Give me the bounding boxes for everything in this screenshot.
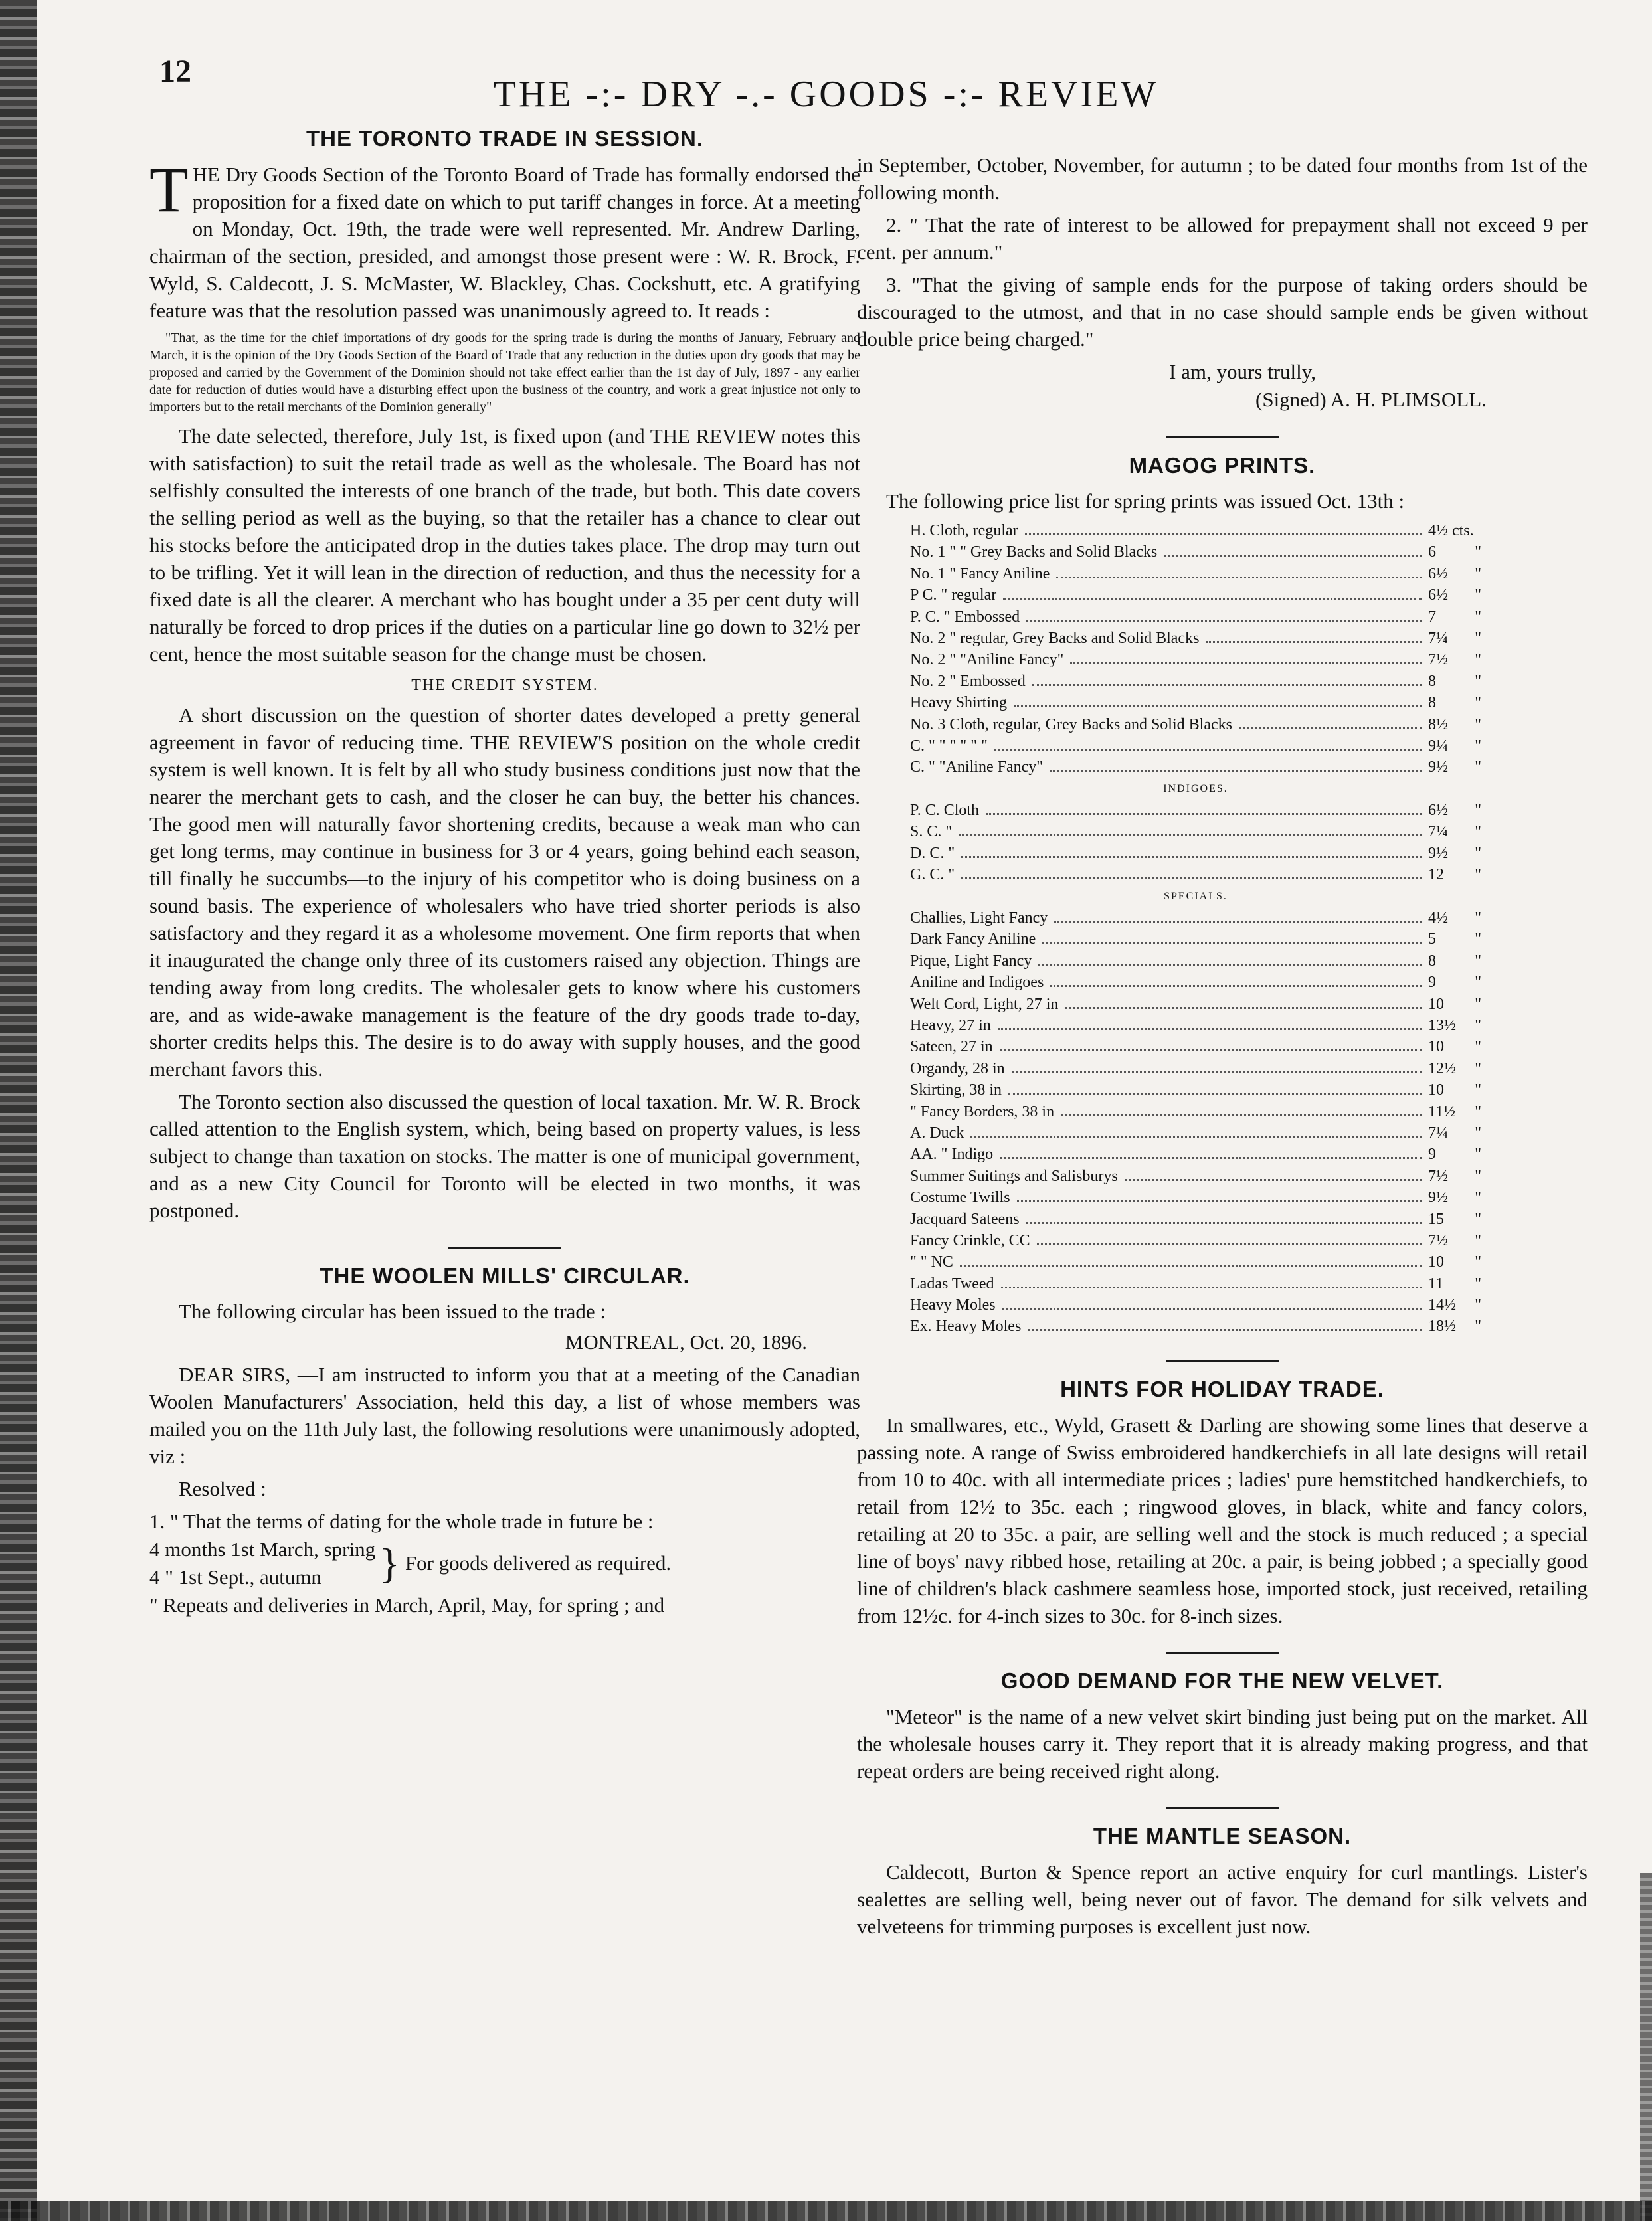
price-row-ditto: " (1475, 608, 1481, 626)
price-row (910, 563, 1481, 584)
price-row (910, 628, 1481, 649)
price-row-amount: 6½ (1428, 565, 1448, 582)
price-row-ditto: " (1475, 1167, 1481, 1185)
price-row-ditto: " (1475, 802, 1481, 820)
price-row (910, 1230, 1481, 1251)
price-row-amount: 12 (1428, 866, 1444, 884)
woolen-resolved: Resolved : (179, 1477, 266, 1500)
velvet-article (857, 1668, 1588, 1785)
price-row-leader-dots (1125, 1179, 1422, 1181)
toronto-paragraph-3: A short discussion on the question of shorter dates developed a pretty general agreement in favor of reducing time. THE REVIEW'S position on the whole credit system is well known. It is felt by all who study business conditions just now that the nearer the merchant gets to cash, and the closer he can buy, the better his chances. The good men will naturally favor shortening credits, because a weak man who can get long terms, may continue in business for 3 or 4 years, going behind each season, till finally he succumbs—to the injury of his competitor who is doing business on a sound basis. The experience of wholesalers who have tried shorter periods is also satisfactory and they regard it as a wholesome movement. One firm reports that when it inaugurated the change only three of its customers raised any objection. Things are tending away from long credits. The wholesaler gets to know where his customers are, and as wide-awake management is the feature of the dry goods trade to-day, shorter credits helps this. The desire is to do away with supply houses, and the good merchant favors this. (149, 703, 860, 1081)
price-row-ditto: " (1475, 844, 1481, 862)
price-row-amount: 11 (1428, 1275, 1444, 1292)
price-row-amount: 15 (1428, 1210, 1444, 1228)
price-row-label: Organdy, 28 in (910, 1059, 1005, 1077)
price-row-value (1428, 1036, 1481, 1057)
price-row-ditto: " (1475, 1059, 1481, 1077)
price-row (910, 864, 1481, 885)
price-row-amount: 7 (1428, 608, 1436, 626)
price-row-amount: 9¼ (1428, 737, 1448, 755)
price-row-amount: 9½ (1428, 1189, 1448, 1207)
price-row (910, 1015, 1481, 1036)
price-row-amount: 4½ cts. (1428, 522, 1474, 539)
drop-cap: T (149, 154, 189, 225)
price-row-value (1428, 1187, 1481, 1208)
toronto-resolution-quote: "That, as the time for the chief importations of dry goods for the spring trade is during the months of January, February and March, it is the opinion of the Dry Goods Section of the Board of Trade that any reduction in the duties upon dry goods that may be proposed and carried by the Government of the Dominion should not take effect earlier than the 1st day of July, 1897 - any earlier date for reduction of duties would have a disturbing effect upon the business of the country, and work a great injustice not only to importers but to the retail merchants of the Dominion generally" (149, 331, 860, 414)
price-row-amount: 7½ (1428, 651, 1448, 669)
price-row (910, 1166, 1481, 1187)
price-row-value (1428, 800, 1481, 821)
price-row-leader-dots (1003, 598, 1422, 600)
price-row-amount: 7¼ (1428, 823, 1448, 841)
price-row-amount: 14½ (1428, 1296, 1456, 1314)
price-row-value (1428, 821, 1481, 842)
price-row-leader-dots (1056, 577, 1422, 578)
price-row-ditto: " (1475, 1103, 1481, 1120)
price-row-label: Heavy Moles (910, 1296, 996, 1314)
price-row-ditto: " (1475, 1231, 1481, 1249)
toronto-article-title: THE TORONTO TRADE IN SESSION. (306, 126, 703, 151)
price-row-amount: 7¼ (1428, 1124, 1448, 1142)
price-group-specials (910, 907, 1481, 1338)
price-row-amount: 6½ (1428, 802, 1448, 820)
magog-intro: The following price list for spring prints was issued Oct. 13th : (886, 489, 1405, 513)
price-row-label: D. C. " (910, 844, 955, 862)
price-row-ditto: " (1475, 931, 1481, 948)
resolution-2: 2. " That the rate of interest to be allowed for prepayment shall not exceed 9 per cent. per annum." (857, 213, 1588, 264)
price-row-leader-dots (1065, 1007, 1422, 1009)
price-row-leader-dots (986, 813, 1422, 815)
price-row-value (1428, 1101, 1481, 1122)
price-row-ditto: " (1475, 1124, 1481, 1142)
price-row-leader-dots (1001, 1287, 1422, 1288)
price-row-leader-dots (1017, 1200, 1422, 1202)
price-row (910, 714, 1481, 735)
price-row-ditto: " (1475, 737, 1481, 755)
price-row-value (1428, 1251, 1481, 1273)
price-row-value (1428, 692, 1481, 713)
signoff (857, 358, 1588, 414)
price-row-leader-dots (1026, 1222, 1422, 1224)
toronto-paragraph-1-text: HE Dry Goods Section of the Toronto Board of Trade has formally endorsed the proposition for a fixed date on which to put tariff changes in force. At a meeting on Monday, Oct. 19th, the trade were well represented. Mr. Andrew Darling, chairman of the section, presided, and amongst those present were : W. R. Brock, F. Wyld, S. Caldecott, J. S. McMaster, W. Blackley, Chas. Cockshutt, etc. A gratifying feature was that the resolution passed was unanimously agreed to. It reads : (149, 163, 860, 322)
price-row-value (1428, 972, 1481, 993)
price-row-leader-dots (1050, 770, 1422, 772)
price-row-ditto: " (1475, 1253, 1481, 1271)
price-row-amount: 10 (1428, 1253, 1444, 1271)
price-row (910, 907, 1481, 929)
price-row (910, 756, 1481, 778)
price-row (910, 584, 1481, 606)
price-row-leader-dots (1050, 985, 1422, 987)
price-row (910, 1251, 1481, 1273)
terms-note: For goods delivered as required. (405, 1552, 672, 1575)
magog-article (857, 453, 1588, 1338)
price-row-amount: 10 (1428, 1081, 1444, 1099)
price-group-specials-heading: SPECIALS. (1164, 890, 1228, 902)
terms-spring: 4 months 1st March, spring (149, 1538, 376, 1561)
price-row-value (1428, 907, 1481, 929)
velvet-article-title: GOOD DEMAND FOR THE NEW VELVET. (1000, 1668, 1444, 1693)
price-row-ditto: " (1475, 1146, 1481, 1164)
price-row-ditto: " (1475, 1296, 1481, 1314)
woolen-terms (149, 1508, 860, 1619)
toronto-article (149, 126, 860, 1224)
price-row-label: No. 2 " Embossed (910, 672, 1026, 690)
price-row-amount: 8 (1428, 952, 1436, 970)
price-row-amount: 5 (1428, 931, 1436, 948)
price-row-value (1428, 541, 1481, 563)
price-row-value (1428, 735, 1481, 756)
price-list (910, 520, 1481, 1338)
price-row-ditto: " (1475, 1210, 1481, 1228)
terms-autumn: 4 " 1st Sept., autumn (149, 1565, 321, 1589)
price-row-leader-dots (1028, 1329, 1422, 1331)
price-row-label: Dark Fancy Aniline (910, 931, 1036, 948)
price-row-ditto: " (1475, 565, 1481, 582)
price-row-value (1428, 1058, 1481, 1079)
woolen-dateline: MONTREAL, Oct. 20, 1896. (565, 1330, 807, 1354)
price-row (910, 1187, 1481, 1208)
woolen-article (149, 1263, 860, 1619)
price-row-amount: 7¼ (1428, 629, 1448, 647)
price-row-value (1428, 606, 1481, 628)
toronto-paragraph-4: The Toronto section also discussed the question of local taxation. Mr. W. R. Brock called attention to the English system, which, being based on property values, is less subject to change than taxation on stocks. The matter is one of municipal government, and as a new City Council for Toronto will be elected in two months, it was postponed. (149, 1090, 860, 1222)
price-row-amount: 11½ (1428, 1103, 1456, 1120)
velvet-paragraph: "Meteor" is the name of a new velvet skirt binding just being put on the market. All the wholesale houses carry it. They report that it is already making progress, and that repeat orders are being received right along. (857, 1704, 1588, 1783)
price-row-ditto: " (1475, 823, 1481, 841)
woolen-intro: The following circular has been issued to the trade : (179, 1300, 606, 1323)
price-row (910, 606, 1481, 628)
price-row-label: A. Duck (910, 1124, 964, 1142)
price-row (910, 649, 1481, 670)
price-row-value (1428, 1122, 1481, 1144)
price-row-label: S. C. " (910, 823, 953, 841)
price-row-value (1428, 756, 1481, 778)
price-row-value (1428, 1209, 1481, 1230)
price-row-amount: 4½ (1428, 909, 1448, 927)
price-row-ditto: " (1475, 952, 1481, 970)
price-row-value (1428, 929, 1481, 950)
resolution-1: 1. " That the terms of dating for the whole trade in future be : (149, 1510, 654, 1533)
price-row-value (1428, 628, 1481, 649)
price-row-ditto: " (1475, 715, 1481, 733)
woolen-continuation: in September, October, November, for autumn ; to be dated four months from 1st of the following month. (857, 153, 1588, 204)
mantle-article (857, 1824, 1588, 1940)
price-row-label: C. " " " " " " (910, 737, 988, 755)
price-row-leader-dots (1000, 1157, 1422, 1159)
price-row-label: No. 2 " "Aniline Fancy" (910, 651, 1064, 669)
masthead: THE -:- DRY -.- GOODS -:- REVIEW (493, 74, 1159, 115)
price-row-value (1428, 950, 1481, 972)
price-row (910, 994, 1481, 1015)
price-row-amount: 8 (1428, 694, 1436, 712)
price-row-amount: 6½ (1428, 586, 1448, 604)
price-row-ditto: " (1475, 543, 1481, 561)
price-row-ditto: " (1475, 1189, 1481, 1207)
price-row-label: Ex. Heavy Moles (910, 1318, 1022, 1336)
price-row-ditto: " (1475, 758, 1481, 776)
holiday-paragraph: In smallwares, etc., Wyld, Grasett & Darling are showing some lines that deserve a passing note. A range of Swiss embroidered handkerchiefs in all late designs will retail from 10 to 40c. with all intermediate prices ; ladies' pure hemstitched handkerchiefs, to retail from 12½ to 35c. each ; ringwood gloves, in black, white and fancy colors, retailing at 20 to 35c. a pair, are selling well and the stock is much reduced ; a special line of boys' navy ribbed hose, retailing at 20c. a pair, is being jobbed ; a specially good line of children's black cashmere seamless hose, imported stock, just received, retailing from 12½c. for 4-inch sizes to 30c. for 8-inch sizes. (857, 1413, 1588, 1627)
signoff-line-1: I am, yours trully, (1169, 360, 1316, 383)
price-row-ditto: " (1475, 974, 1481, 992)
price-row-leader-dots (1014, 705, 1422, 707)
price-row (910, 692, 1481, 713)
brace-glyph: } (379, 1540, 400, 1587)
signoff-line-2: (Signed) A. H. PLIMSOLL. (1255, 388, 1487, 411)
price-row-ditto: " (1475, 651, 1481, 669)
price-row-label: Aniline and Indigoes (910, 974, 1044, 992)
section-divider (1166, 1360, 1279, 1362)
price-row-value (1428, 864, 1481, 885)
price-row-value (1428, 1273, 1481, 1294)
price-row-leader-dots (1032, 684, 1422, 686)
price-row (910, 1036, 1481, 1057)
mantle-paragraph: Caldecott, Burton & Spence report an active enquiry for curl mantlings. Lister's sealettes are selling well, being never out of favor. The demand for silk velvets and velveteens for trimming purposes is excellent just now. (857, 1860, 1588, 1938)
price-row (910, 541, 1481, 563)
section-divider (1166, 1652, 1279, 1654)
price-row-label: C. " "Aniline Fancy" (910, 758, 1044, 776)
price-row-value (1428, 520, 1481, 541)
price-row-label: No. 2 " regular, Grey Backs and Solid Blacks (910, 629, 1200, 647)
section-divider (1166, 436, 1279, 438)
price-row-label: H. Cloth, regular (910, 522, 1018, 539)
price-row (910, 1079, 1481, 1101)
price-row-label: " " NC (910, 1253, 953, 1271)
terms-block (149, 1536, 860, 1591)
price-row-amount: 10 (1428, 1038, 1444, 1056)
price-row-amount: 8 (1428, 672, 1436, 690)
price-row-label: P. C. Cloth (910, 802, 980, 820)
price-row (910, 821, 1481, 842)
price-row (910, 520, 1481, 541)
price-row-leader-dots (1239, 727, 1422, 729)
price-row-label: Sateen, 27 in (910, 1038, 993, 1056)
price-row-label: Costume Twills (910, 1189, 1010, 1207)
resolution-1-repeats: " Repeats and deliveries in March, April, May, for spring ; and (149, 1593, 665, 1617)
price-row-leader-dots (994, 749, 1422, 751)
price-row-ditto: " (1475, 672, 1481, 690)
price-row-label: Heavy Shirting (910, 694, 1007, 712)
price-row-value (1428, 1015, 1481, 1036)
price-row (910, 1273, 1481, 1294)
price-row-ditto: " (1475, 1016, 1481, 1034)
resolution-3: 3. "That the giving of sample ends for the purpose of taking orders should be discouraged to the utmost, and that in no case should sample ends be given without double price being charged." (857, 273, 1588, 351)
price-row-label: Welt Cord, Light, 27 in (910, 995, 1059, 1013)
terms-lines (149, 1536, 375, 1591)
price-row (910, 735, 1481, 756)
price-row-ditto: " (1475, 1318, 1481, 1336)
price-row-label: No. 1 " " Grey Backs and Solid Blacks (910, 543, 1158, 561)
price-row-leader-dots (1054, 921, 1422, 923)
price-row-ditto: " (1475, 995, 1481, 1013)
price-row-label: P C. " regular (910, 586, 997, 604)
price-row-ditto: " (1475, 694, 1481, 712)
price-row-label: Challies, Light Fancy (910, 909, 1048, 927)
price-row (910, 1101, 1481, 1122)
price-row (910, 1209, 1481, 1230)
price-row-ditto: " (1475, 586, 1481, 604)
price-row-label: Fancy Crinkle, CC (910, 1231, 1030, 1249)
woolen-article-title: THE WOOLEN MILLS' CIRCULAR. (320, 1263, 690, 1288)
price-row-leader-dots (1061, 1114, 1422, 1116)
section-divider (1166, 1807, 1279, 1809)
price-row-amount: 9½ (1428, 758, 1448, 776)
price-row-value (1428, 1230, 1481, 1251)
price-row-leader-dots (1042, 942, 1422, 944)
magog-article-title: MAGOG PRINTS. (1129, 453, 1316, 478)
price-row-value (1428, 1316, 1481, 1337)
price-row-ditto: " (1475, 1275, 1481, 1292)
price-row-leader-dots (1008, 1093, 1422, 1095)
price-row-value (1428, 1166, 1481, 1187)
price-row-leader-dots (1012, 1071, 1422, 1073)
price-row-amount: 10 (1428, 995, 1444, 1013)
price-row-label: Pique, Light Fancy (910, 952, 1032, 970)
price-row-label: No. 3 Cloth, regular, Grey Backs and Solid Blacks (910, 715, 1232, 733)
price-row-label: Heavy, 27 in (910, 1016, 991, 1034)
page-bottom-edge (0, 2201, 1652, 2221)
woolen-article-continued (857, 151, 1588, 414)
price-row-label: AA. " Indigo (910, 1146, 994, 1164)
price-row-amount: 8½ (1428, 715, 1448, 733)
price-row-amount: 9 (1428, 1146, 1436, 1164)
price-row (910, 972, 1481, 993)
price-group-cloths (910, 520, 1481, 778)
section-divider (448, 1247, 561, 1249)
price-row-label: No. 1 " Fancy Aniline (910, 565, 1050, 582)
holiday-article (857, 1377, 1588, 1629)
price-row-leader-dots (960, 1265, 1422, 1267)
price-row-label: Skirting, 38 in (910, 1081, 1002, 1099)
price-row-value (1428, 649, 1481, 670)
price-row (910, 1316, 1481, 1337)
price-group-indigoes-heading: INDIGOES. (1163, 782, 1228, 794)
price-row-ditto: " (1475, 1081, 1481, 1099)
price-row-leader-dots (970, 1136, 1422, 1138)
price-row-label: Ladas Tweed (910, 1275, 994, 1292)
price-row-value (1428, 994, 1481, 1015)
price-row-amount: 12½ (1428, 1059, 1456, 1077)
price-row-amount: 7½ (1428, 1167, 1448, 1185)
price-row (910, 1144, 1481, 1165)
left-column (149, 126, 860, 1619)
price-row-amount: 6 (1428, 543, 1436, 561)
toronto-paragraph-2: The date selected, therefore, July 1st, is fixed upon (and THE REVIEW notes this with satisfaction) to suit the retail trade as well as the wholesale. The Board has not selfishly consulted the interests of one branch of the trade, but both. This date covers the selling period as well as the buying, so that the retailer has a chance to clear out his stocks before the anticipated drop in the duties takes place. The drop may turn out to be trifling. Yet it will lean in the direction of reduction, and thus the necessity for a fixed date is all the clearer. A merchant who has bought under a 35 per cent duty will naturally be forced to drop prices if the duties on a particular line go down to 32½ per cent, hence the most suitable season for the change must be chosen. (149, 424, 860, 666)
price-row-ditto: " (1475, 866, 1481, 884)
price-row-leader-dots (1164, 555, 1422, 557)
price-row (910, 1058, 1481, 1079)
page-number: 12 (159, 54, 191, 89)
price-row-amount: 9 (1428, 974, 1436, 992)
price-row (910, 671, 1481, 692)
price-row-value (1428, 584, 1481, 606)
holiday-article-title: HINTS FOR HOLIDAY TRADE. (1060, 1376, 1384, 1401)
price-row-value (1428, 671, 1481, 692)
price-row-leader-dots (961, 877, 1422, 879)
price-row-leader-dots (1037, 1243, 1422, 1245)
page-edge-right (1640, 1873, 1652, 2221)
price-row-amount: 13½ (1428, 1016, 1456, 1034)
price-row-leader-dots (1038, 964, 1422, 966)
price-row-leader-dots (959, 834, 1422, 836)
price-row-leader-dots (1026, 620, 1422, 622)
price-row-label: G. C. " (910, 866, 955, 884)
price-row-leader-dots (961, 856, 1422, 858)
price-row-ditto: " (1475, 1038, 1481, 1056)
price-row-ditto: " (1475, 629, 1481, 647)
price-row-value (1428, 563, 1481, 584)
price-row-leader-dots (998, 1028, 1422, 1030)
price-row-leader-dots (1206, 641, 1422, 643)
price-row-label: " Fancy Borders, 38 in (910, 1103, 1055, 1120)
price-row-value (1428, 1144, 1481, 1165)
price-row-value (1428, 1294, 1481, 1316)
price-row-amount: 18½ (1428, 1318, 1456, 1336)
page-binding-edge (0, 0, 37, 2221)
price-row-value (1428, 714, 1481, 735)
price-row-label: Summer Suitings and Salisburys (910, 1167, 1118, 1185)
price-row-amount: 7½ (1428, 1231, 1448, 1249)
price-row-leader-dots (1000, 1049, 1422, 1051)
price-row-ditto: " (1475, 909, 1481, 927)
toronto-paragraph-1 (149, 154, 860, 324)
price-row (910, 800, 1481, 821)
price-row (910, 1294, 1481, 1316)
price-row (910, 843, 1481, 864)
price-row-label: Jacquard Sateens (910, 1210, 1020, 1228)
price-row-amount: 9½ (1428, 844, 1448, 862)
price-row-leader-dots (1002, 1308, 1422, 1310)
price-row-leader-dots (1070, 662, 1422, 664)
price-row-value (1428, 843, 1481, 864)
price-group-indigoes (910, 800, 1481, 886)
price-row-leader-dots (1025, 533, 1422, 535)
credit-system-subhead: THE CREDIT SYSTEM. (411, 677, 598, 694)
price-row (910, 929, 1481, 950)
price-row (910, 1122, 1481, 1144)
price-row-value (1428, 1079, 1481, 1101)
price-row-label: P. C. " Embossed (910, 608, 1020, 626)
right-column (857, 151, 1588, 1945)
woolen-paragraph-1: DEAR SIRS, —I am instructed to inform you that at a meeting of the Canadian Woolen Manufacturers' Association, held this day, a list of whose members was mailed you on the 11th July last, the following resolutions were unanimously adopted, viz : (149, 1363, 860, 1468)
price-row (910, 950, 1481, 972)
mantle-article-title: THE MANTLE SEASON. (1093, 1823, 1352, 1848)
